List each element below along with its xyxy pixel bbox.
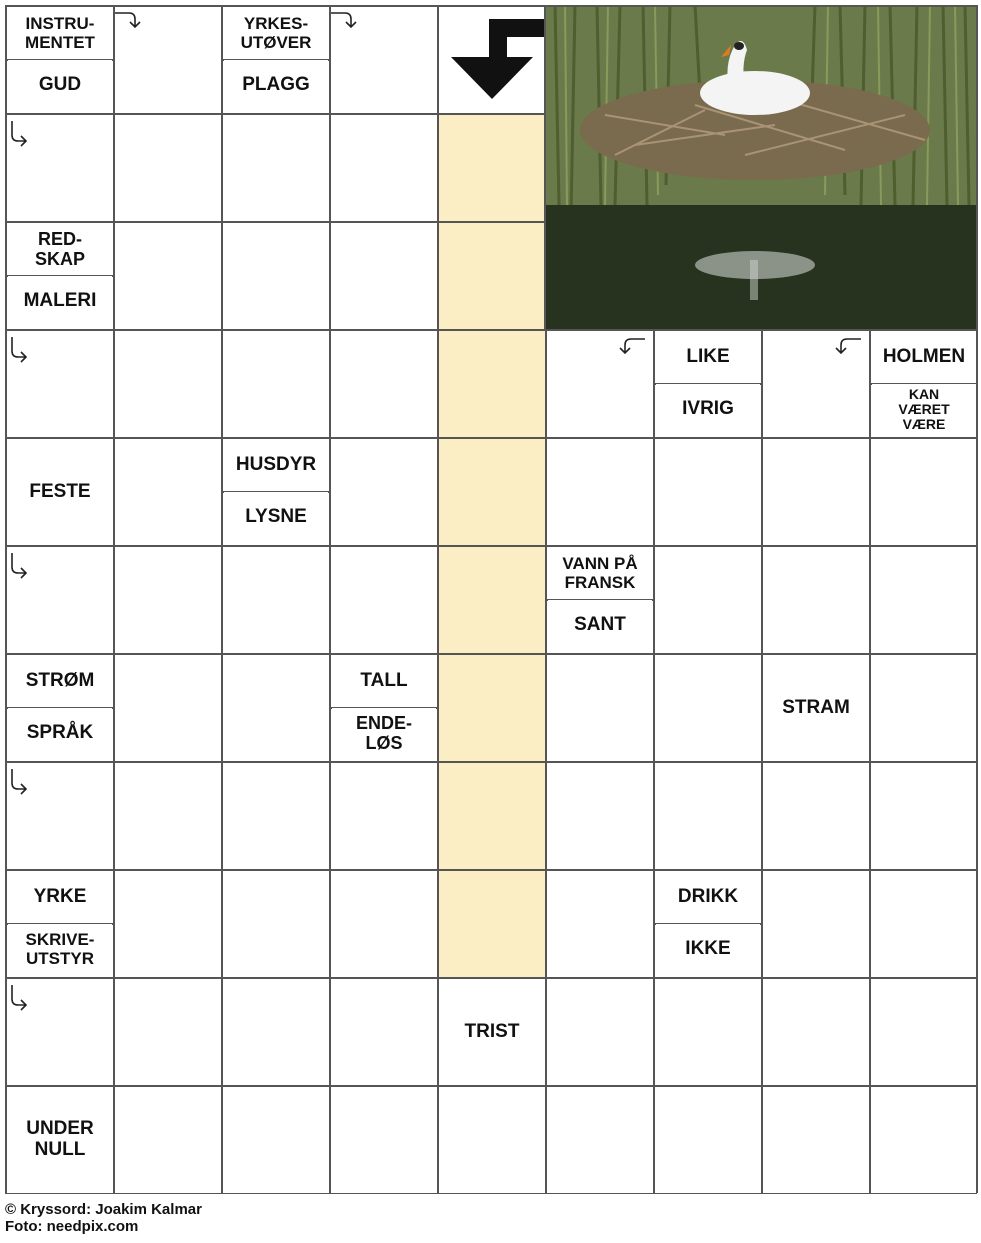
clue-skriveutstyr: SKRIVE- UTSTYR <box>8 924 112 975</box>
clue-holmen: HOLMEN <box>872 332 976 383</box>
clue-maleri: MALERI <box>8 276 112 327</box>
clue-ivrig: IVRIG <box>656 384 760 435</box>
clue-endelos: ENDE- LØS <box>332 708 436 759</box>
clue-yrke: YRKE <box>8 872 112 923</box>
arrow-down-right-icon <box>12 121 26 146</box>
clue-under-null: UNDER NULL <box>8 1088 112 1192</box>
clue-yrkesutover: YRKES- UTØVER <box>224 8 328 59</box>
arrow-right-down-icon <box>115 13 140 27</box>
clue-sant: SANT <box>548 600 652 651</box>
clue-redskap: RED- SKAP <box>8 224 112 275</box>
clue-drikk: DRIKK <box>656 872 760 923</box>
clue-kan-vaeret-vaere: KAN VÆRET VÆRE <box>872 384 976 435</box>
credits <box>5 1201 202 1235</box>
arrow-down-right-icon <box>12 769 26 794</box>
clue-tall: TALL <box>332 656 436 707</box>
arrow-down-right-icon <box>12 337 26 362</box>
clue-lysne: LYSNE <box>224 492 328 543</box>
crossword-credit: © Kryssord: Joakim Kalmar <box>5 1201 202 1218</box>
clue-gud: GUD <box>8 60 112 111</box>
arrow-right-down-icon <box>331 13 356 27</box>
clue-feste: FESTE <box>8 440 112 544</box>
clue-vann-pa-fransk: VANN PÅ FRANSK <box>548 548 652 599</box>
arrow-down-right-icon <box>12 553 26 578</box>
arrow-left-down-icon <box>836 339 861 353</box>
clue-sprak: SPRÅK <box>8 708 112 759</box>
clue-ikke: IKKE <box>656 924 760 975</box>
clue-trist: TRIST <box>440 980 544 1084</box>
clue-instrumentet: INSTRU- MENTET <box>8 8 112 59</box>
photo-credit: Foto: needpix.com <box>5 1218 139 1235</box>
clue-stram: STRAM <box>764 656 868 760</box>
clue-strom: STRØM <box>8 656 112 707</box>
clue-like: LIKE <box>656 332 760 383</box>
clue-plagg: PLAGG <box>224 60 328 111</box>
arrow-down-right-icon <box>12 985 26 1010</box>
arrow-left-down-icon <box>620 339 645 353</box>
clue-husdyr: HUSDYR <box>224 440 328 491</box>
